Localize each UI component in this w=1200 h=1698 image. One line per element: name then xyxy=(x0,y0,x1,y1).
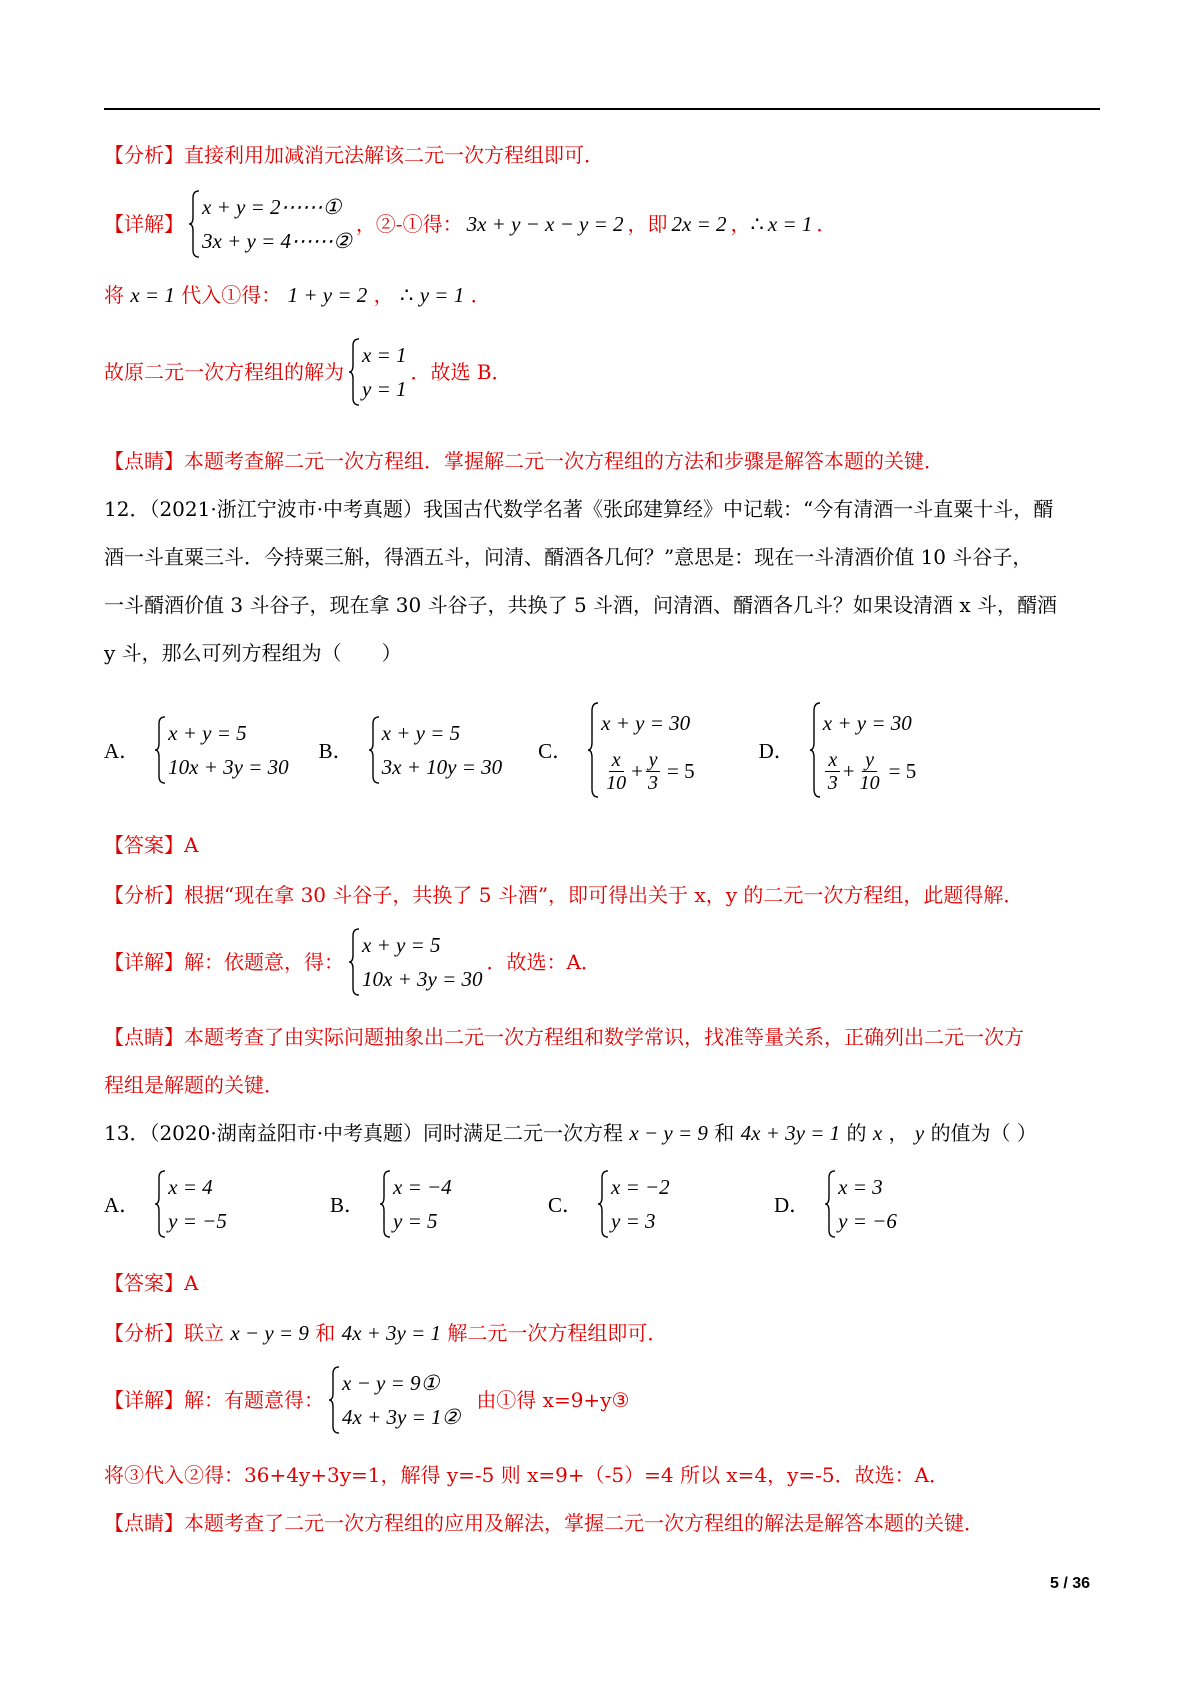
option-eq-1: x = −2 xyxy=(611,1175,670,1199)
detail-post: 由①得 x=9+y③ xyxy=(476,1388,630,1412)
stem-end: 的值为（ ） xyxy=(930,1121,1037,1145)
option-eq-2: y = 3 xyxy=(611,1209,656,1233)
substitution-pre: 将 xyxy=(104,283,124,307)
numerator: x xyxy=(609,749,624,772)
substitution-end: ． xyxy=(470,283,491,307)
solution-system xyxy=(348,338,407,406)
fraction xyxy=(857,749,883,794)
detail-end: ． xyxy=(816,212,837,236)
detail-then-text: ，即 xyxy=(627,212,668,236)
option-eq-1: x + y = 30 xyxy=(601,711,691,736)
option-eq-2: y = −5 xyxy=(168,1209,227,1233)
equation-1: x − y = 9① xyxy=(342,1371,440,1395)
solution-eq-1: x = 1 xyxy=(362,343,407,367)
denominator: 10 xyxy=(859,771,880,794)
brace-icon xyxy=(379,1170,391,1238)
option-label: C． xyxy=(538,739,574,763)
option-eq-2: 10x + 3y = 30 xyxy=(168,755,289,779)
stem-expression-2: 4x + 3y = 1 xyxy=(740,1121,841,1145)
option-eq-1: x = 4 xyxy=(168,1175,213,1199)
detail-expression-3: x = 1 xyxy=(767,212,813,236)
brace-icon xyxy=(587,702,599,798)
option-eq-2 xyxy=(823,749,916,794)
detail-tag: 【详解】 xyxy=(104,212,184,236)
comment-text: 本题考查了由实际问题抽象出二元一次方程组和数学常识，找准等量关系，正确列出二元一次方 xyxy=(184,1025,1024,1049)
substitution-mid: 代入①得： xyxy=(181,283,282,307)
q12-stem-line-1: 12．（2021·浙江宁波市·中考真题）我国古代数学名著《张邱建算经》中记载：“今有清酒一斗直粟十斗，醑 xyxy=(104,497,1054,521)
brace-icon xyxy=(368,716,380,784)
option-system xyxy=(587,702,694,798)
option-system xyxy=(597,1170,670,1238)
q12-stem-line-4: y 斗，那么可列方程组为（ ） xyxy=(104,641,402,665)
stem-expression-1: x − y = 9 xyxy=(629,1121,708,1145)
option-system xyxy=(154,716,288,784)
detail-separator: ， xyxy=(730,212,751,236)
option-system xyxy=(379,1170,452,1238)
answer-value: A xyxy=(184,1271,199,1295)
page-number: 5 / 36 xyxy=(1050,1575,1091,1592)
option-eq-1: x + y = 5 xyxy=(168,721,247,745)
solution-eq-2: y = 1 xyxy=(362,377,407,401)
analysis-end: 解二元一次方程组即可． xyxy=(447,1321,668,1345)
detail-tag: 【详解】 xyxy=(104,1388,184,1412)
rhs: = 5 xyxy=(888,759,917,784)
answer-tag: 【答案】 xyxy=(104,1271,184,1295)
q12-analysis xyxy=(104,880,1023,910)
operator: + xyxy=(842,759,855,784)
stem-of: 的 xyxy=(846,1121,867,1145)
q12-options xyxy=(104,702,946,798)
equation-2: 3x + y = 4⋯⋯② xyxy=(202,229,352,253)
analysis-pre: 联立 xyxy=(184,1321,224,1345)
numerator: y xyxy=(862,749,877,772)
q11-detail xyxy=(104,190,836,258)
q13-substitution: 将③代入②得：36+4y+3y=1，解得 y=-5 则 x=9+（-5）=4 所以 x=4，y=-5．故选：A． xyxy=(104,1463,950,1487)
q12-stem-line-2: 酒一斗直粟三斗．今持粟三斛，得酒五斗，问清、醑酒各几何？”意思是：现在一斗清酒价值 10 斗谷子， xyxy=(104,545,1033,569)
detail-pre: 解：有题意得： xyxy=(184,1388,324,1412)
brace-icon xyxy=(809,702,821,798)
detail-expression: 3x + y − x − y = 2 xyxy=(466,212,624,236)
q13-option-c[interactable] xyxy=(548,1170,748,1238)
analysis-expression-2: 4x + 3y = 1 xyxy=(341,1321,442,1345)
brace-icon xyxy=(597,1170,609,1238)
comment-tag: 【点睛】 xyxy=(104,1025,184,1049)
brace-icon xyxy=(154,1170,166,1238)
option-label: A． xyxy=(104,1193,141,1217)
comment-text: 本题考查解二元一次方程组．掌握解二元一次方程组的方法和步骤是解答本题的关键． xyxy=(184,449,944,473)
stem-and: 和 xyxy=(714,1121,735,1145)
numerator: x xyxy=(825,749,840,772)
option-eq-1: x = 3 xyxy=(838,1175,883,1199)
operator: + xyxy=(631,759,644,784)
q11-comment xyxy=(104,446,944,476)
q12-comment-line-2: 程组是解题的关键． xyxy=(104,1073,284,1097)
denominator: 10 xyxy=(606,771,627,794)
comment-tag: 【点睛】 xyxy=(104,449,184,473)
detail-end: ．故选：A． xyxy=(486,950,601,974)
option-system xyxy=(809,702,916,798)
fraction xyxy=(825,749,841,794)
brace-icon xyxy=(154,716,166,784)
q13-option-d[interactable] xyxy=(774,1170,901,1238)
q13-options xyxy=(104,1170,927,1238)
option-eq-1: x = −4 xyxy=(393,1175,452,1199)
q11-solution xyxy=(104,338,512,406)
analysis-text: 直接利用加减消元法解该二元一次方程组即可． xyxy=(184,143,604,167)
equation-2: 4x + 3y = 1② xyxy=(342,1405,461,1429)
stem-variable-y: y xyxy=(914,1121,925,1145)
option-eq-2: y = −6 xyxy=(838,1209,897,1233)
q11-analysis xyxy=(104,140,604,170)
q12-detail xyxy=(104,928,601,996)
rhs: = 5 xyxy=(667,759,695,784)
analysis-tag: 【分析】 xyxy=(104,143,184,167)
fraction xyxy=(645,749,661,794)
detail-tag: 【详解】 xyxy=(104,950,184,974)
q13-comment xyxy=(104,1508,984,1538)
q11-equation-system xyxy=(188,190,352,258)
q13-detail xyxy=(104,1366,629,1434)
detail-mid-text: ，②-①得： xyxy=(355,212,463,236)
brace-icon xyxy=(328,1366,340,1434)
denominator: 3 xyxy=(648,771,659,794)
analysis-and: 和 xyxy=(315,1321,336,1345)
substitution-separator: ， xyxy=(373,283,394,307)
comment-tag: 【点睛】 xyxy=(104,1511,184,1535)
substitution-expression-2: 1 + y = 2 xyxy=(287,283,368,307)
q13-stem xyxy=(104,1118,1037,1148)
substitution-expression: x = 1 xyxy=(130,283,175,307)
option-label: D． xyxy=(774,1193,811,1217)
analysis-text: 根据“现在拿 30 斗谷子，共换了 5 斗酒”，即可得出关于 x，y 的二元一次方程组，此题得解． xyxy=(184,883,1024,907)
q12-option-c[interactable] xyxy=(538,702,698,798)
option-label: D． xyxy=(758,739,795,763)
option-eq-2: 3x + 10y = 30 xyxy=(381,755,503,779)
therefore-symbol: ∴ xyxy=(750,212,764,236)
equation-1: x + y = 2⋯⋯① xyxy=(202,195,342,219)
q11-substitution xyxy=(104,280,491,310)
brace-icon xyxy=(348,338,360,406)
q12-option-a[interactable] xyxy=(104,716,293,784)
q12-option-d[interactable] xyxy=(759,702,921,798)
comment-text: 本题考查了二元一次方程组的应用及解法，掌握二元一次方程组的解法是解答本题的关键． xyxy=(184,1511,984,1535)
option-label: A． xyxy=(104,739,141,763)
fraction xyxy=(603,749,629,794)
option-eq-2 xyxy=(601,749,694,794)
option-system xyxy=(154,1170,227,1238)
numerator: y xyxy=(646,749,661,772)
option-eq-1: x + y = 5 xyxy=(381,721,461,745)
brace-icon xyxy=(824,1170,836,1238)
detail-pre: 解：依题意，得： xyxy=(184,950,344,974)
option-system xyxy=(824,1170,897,1238)
q12-stem-line-3: 一斗醑酒价值 3 斗谷子，现在拿 30 斗谷子，共换了 5 斗酒，问清酒、醑酒各几斗？如果设清酒 x 斗，醑酒 xyxy=(104,593,1058,617)
detail-system xyxy=(328,1366,460,1434)
option-label: C． xyxy=(548,1193,584,1217)
option-label: B． xyxy=(330,1193,366,1217)
q13-option-b[interactable] xyxy=(330,1170,522,1238)
brace-icon xyxy=(348,928,360,996)
analysis-tag: 【分析】 xyxy=(104,1321,184,1345)
header-rule xyxy=(104,108,1100,110)
q12-comment-line-1 xyxy=(104,1022,1024,1052)
solution-pre: 故原二元一次方程组的解为 xyxy=(104,360,344,384)
answer-tag: 【答案】 xyxy=(104,833,184,857)
q13-analysis xyxy=(104,1318,667,1348)
detail-expression-2: 2x = 2 xyxy=(671,212,727,236)
brace-icon xyxy=(188,190,200,258)
analysis-expression-1: x − y = 9 xyxy=(230,1321,309,1345)
equation-1: x + y = 5 xyxy=(362,933,441,957)
equation-2: 10x + 3y = 30 xyxy=(362,967,483,991)
stem-variable-x: x xyxy=(872,1121,883,1145)
stem-text: 13．（2020·湖南益阳市·中考真题）同时满足二元一次方程 xyxy=(104,1121,624,1145)
option-system xyxy=(368,716,502,784)
q12-option-b[interactable] xyxy=(319,716,507,784)
answer-value: A xyxy=(184,833,199,857)
stem-comma: ， xyxy=(888,1121,909,1145)
denominator: 3 xyxy=(827,771,838,794)
q13-answer xyxy=(104,1268,198,1298)
option-eq-1: x + y = 30 xyxy=(822,711,912,736)
detail-system xyxy=(348,928,482,996)
solution-end: ．故选 B． xyxy=(410,360,512,384)
analysis-tag: 【分析】 xyxy=(104,883,184,907)
option-label: B． xyxy=(318,739,354,763)
q12-answer xyxy=(104,830,198,860)
option-eq-2: y = 5 xyxy=(393,1209,438,1233)
substitution-expression-3: y = 1 xyxy=(419,283,465,307)
q13-option-a[interactable] xyxy=(104,1170,304,1238)
therefore-symbol: ∴ xyxy=(399,283,414,307)
